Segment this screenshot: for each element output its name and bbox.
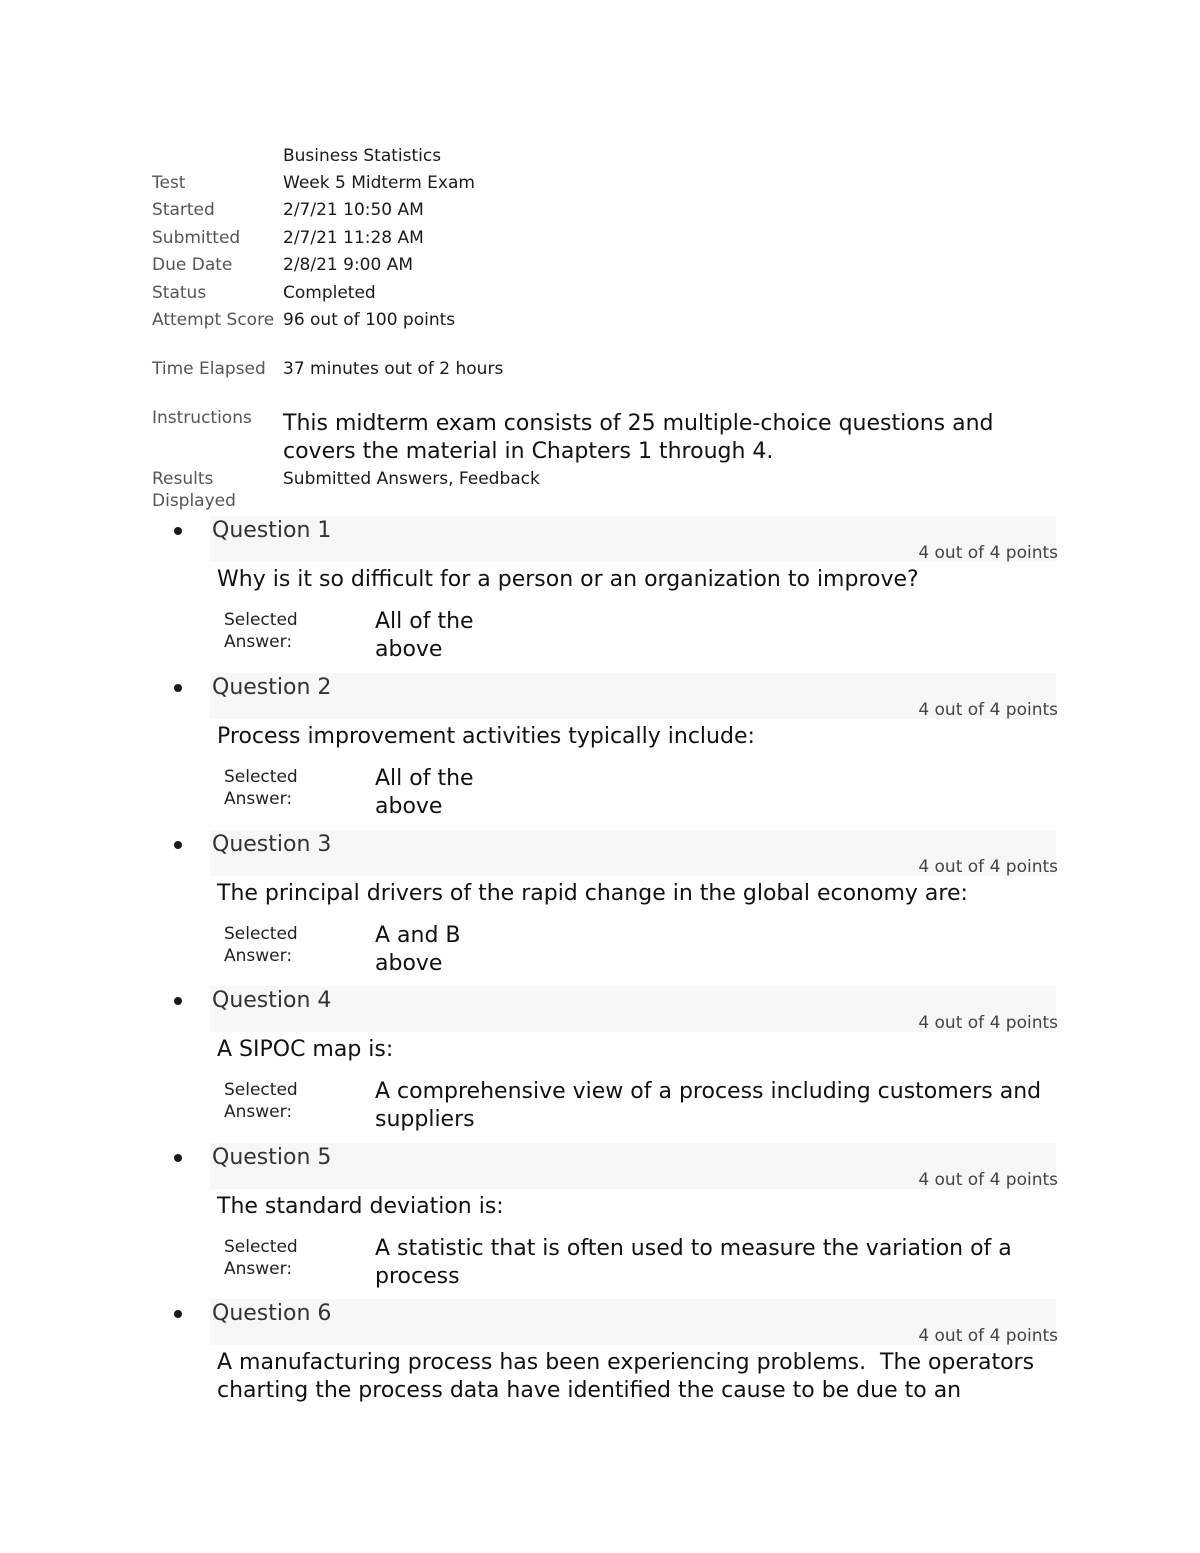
bullet-icon xyxy=(174,1154,182,1162)
selected-answer: A comprehensive view of a process including customers and suppliers xyxy=(375,1079,1042,1132)
selected-answer-label: Selected Answer: xyxy=(224,924,298,966)
question-points: 4 out of 4 points xyxy=(918,1170,1058,1190)
info-row-attempt-score xyxy=(152,307,1072,356)
bullet-icon xyxy=(174,997,182,1005)
selected-answer-label: Selected Answer: xyxy=(224,1080,298,1122)
question-title: Question 6 xyxy=(212,1301,332,1326)
question-header xyxy=(210,673,1056,719)
bullet-icon xyxy=(174,684,182,692)
attempt-score-value: 96 out of 100 points xyxy=(283,310,456,330)
course-name: Business Statistics xyxy=(283,146,442,166)
question-points: 4 out of 4 points xyxy=(918,543,1058,563)
selected-answer-label: Selected Answer: xyxy=(224,1237,298,1279)
question-header xyxy=(210,1143,1056,1189)
info-label-empty xyxy=(152,143,283,145)
info-row-course xyxy=(152,143,1072,170)
info-row-results-displayed xyxy=(152,466,1072,511)
info-label: Attempt Score xyxy=(152,310,275,330)
submitted-value: 2/7/21 11:28 AM xyxy=(283,228,424,248)
question-title: Question 4 xyxy=(212,988,332,1013)
selected-answer-label: Selected Answer: xyxy=(224,610,298,652)
bullet-icon xyxy=(174,1310,182,1318)
time-elapsed-value: 37 minutes out of 2 hours xyxy=(283,359,504,379)
info-row-time-elapsed xyxy=(152,356,1072,405)
info-row-due-date xyxy=(152,252,1072,280)
question-header xyxy=(210,986,1056,1032)
question-header xyxy=(210,830,1056,876)
question-points: 4 out of 4 points xyxy=(918,1013,1058,1033)
question-title: Question 3 xyxy=(212,832,332,857)
question-points: 4 out of 4 points xyxy=(918,1326,1058,1346)
selected-answer: All of the above xyxy=(375,609,474,662)
selected-answer-label: Selected Answer: xyxy=(224,767,298,809)
info-label: Due Date xyxy=(152,255,233,275)
question-text: A SIPOC map is: xyxy=(217,1037,394,1062)
info-row-status xyxy=(152,280,1072,307)
question-points: 4 out of 4 points xyxy=(918,700,1058,720)
info-label: Status xyxy=(152,283,207,303)
info-label: Test xyxy=(152,173,186,193)
question-header xyxy=(210,516,1056,562)
question-text: The standard deviation is: xyxy=(217,1194,504,1219)
selected-answer: A statistic that is often used to measure the variation of a process xyxy=(375,1236,1012,1289)
results-displayed-value: Submitted Answers, Feedback xyxy=(283,469,540,489)
question-title: Question 1 xyxy=(212,518,332,543)
instructions-text: This midterm exam consists of 25 multiple-choice questions and covers the material in Chapters 1 through 4. xyxy=(283,411,994,464)
question-title: Question 2 xyxy=(212,675,332,700)
question-text: The principal drivers of the rapid change in the global economy are: xyxy=(217,881,968,906)
question-text: A manufacturing process has been experiencing problems. The operators charting the process data have identified the cause to be due to an xyxy=(217,1350,1042,1403)
info-label: Time Elapsed xyxy=(152,359,266,379)
question-header xyxy=(210,1299,1056,1345)
test-name: Week 5 Midterm Exam xyxy=(283,173,475,193)
bullet-icon xyxy=(174,841,182,849)
question-text: Process improvement activities typically include: xyxy=(217,724,755,749)
status-value: Completed xyxy=(283,283,376,303)
info-label: Instructions xyxy=(152,408,252,428)
started-value: 2/7/21 10:50 AM xyxy=(283,200,424,220)
bullet-icon xyxy=(174,527,182,535)
question-title: Question 5 xyxy=(212,1145,332,1170)
selected-answer: All of the above xyxy=(375,766,474,819)
info-row-submitted xyxy=(152,225,1072,252)
info-label: Results Displayed xyxy=(152,469,236,511)
info-label: Started xyxy=(152,200,215,220)
info-row-instructions xyxy=(152,405,1072,466)
attempt-info-table xyxy=(152,143,1072,511)
info-label: Submitted xyxy=(152,228,241,248)
due-date-value: 2/8/21 9:00 AM xyxy=(283,255,413,275)
question-points: 4 out of 4 points xyxy=(918,857,1058,877)
info-row-test xyxy=(152,170,1072,197)
question-text: Why is it so difficult for a person or an organization to improve? xyxy=(217,567,919,592)
info-row-started xyxy=(152,197,1072,225)
selected-answer: A and B above xyxy=(375,923,461,976)
